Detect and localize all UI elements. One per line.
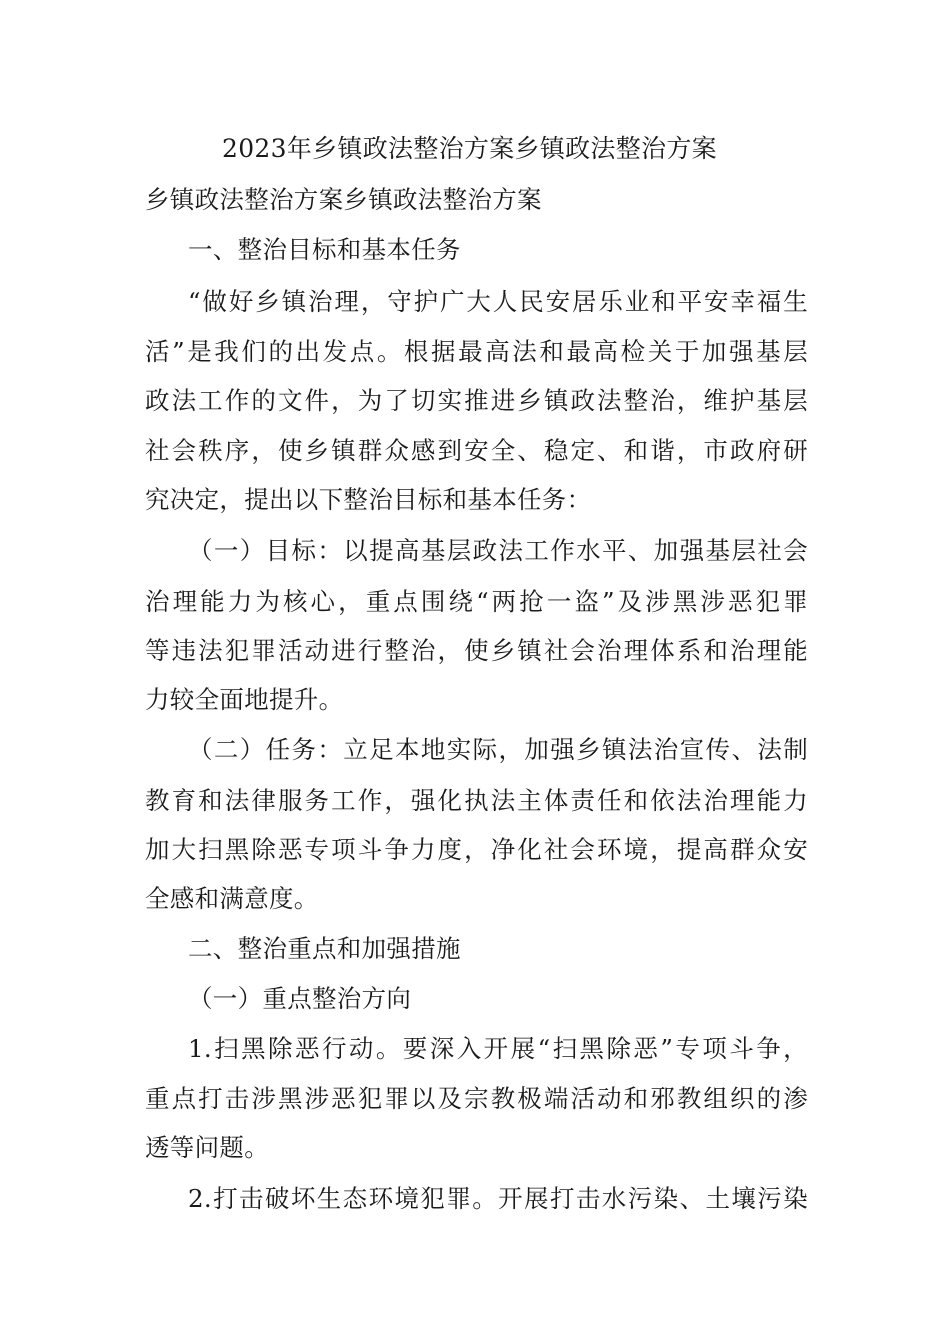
intro-line: 政法工作的文件，为了切实推进乡镇政法整治，维护基层 — [145, 386, 808, 415]
subsection1-heading: （一）重点整治方向 — [188, 984, 412, 1013]
document-subtitle: 乡镇政法整治方案乡镇政法整治方案 — [145, 185, 542, 214]
intro-line: 究决定，提出以下整治目标和基本任务： — [145, 485, 592, 514]
intro-line: 活”是我们的出发点。根据最高法和最高检关于加强基层 — [145, 337, 808, 366]
document-title: 2023年乡镇政法整治方案乡镇政法整治方案 — [222, 134, 717, 163]
goal-line: 等违法犯罪活动进行整治，使乡镇社会治理体系和治理能 — [145, 636, 808, 665]
task-line: 加大扫黑除恶专项斗争力度，净化社会环境，提高群众安 — [145, 835, 808, 864]
task-line: （二）任务：立足本地实际，加强乡镇法治宣传、法制 — [188, 735, 808, 764]
intro-line: 社会秩序，使乡镇群众感到安全、稳定、和谐，市政府研 — [145, 436, 808, 465]
section1-heading: 一、整治目标和基本任务 — [188, 235, 461, 264]
task-line: 全感和满意度。 — [145, 884, 319, 913]
goal-line: 治理能力为核心，重点围绕“两抢一盗”及涉黑涉恶犯罪 — [145, 587, 808, 616]
item1-line: 透等问题。 — [145, 1133, 269, 1162]
item2-line: 2.打击破坏生态环境犯罪。开展打击水污染、土壤污染 — [188, 1184, 808, 1213]
item1-line: 1.扫黑除恶行动。要深入开展“扫黑除恶”专项斗争， — [188, 1034, 808, 1063]
section2-heading: 二、整治重点和加强措施 — [188, 934, 461, 963]
item1-line: 重点打击涉黑涉恶犯罪以及宗教极端活动和邪教组织的渗 — [145, 1084, 808, 1113]
goal-line: 力较全面地提升。 — [145, 685, 344, 714]
intro-line: “做好乡镇治理，守护广大人民安居乐业和平安幸福生 — [188, 287, 808, 316]
task-line: 教育和法律服务工作，强化执法主体责任和依法治理能力 — [145, 786, 808, 815]
goal-line: （一）目标：以提高基层政法工作水平、加强基层社会 — [188, 536, 808, 565]
